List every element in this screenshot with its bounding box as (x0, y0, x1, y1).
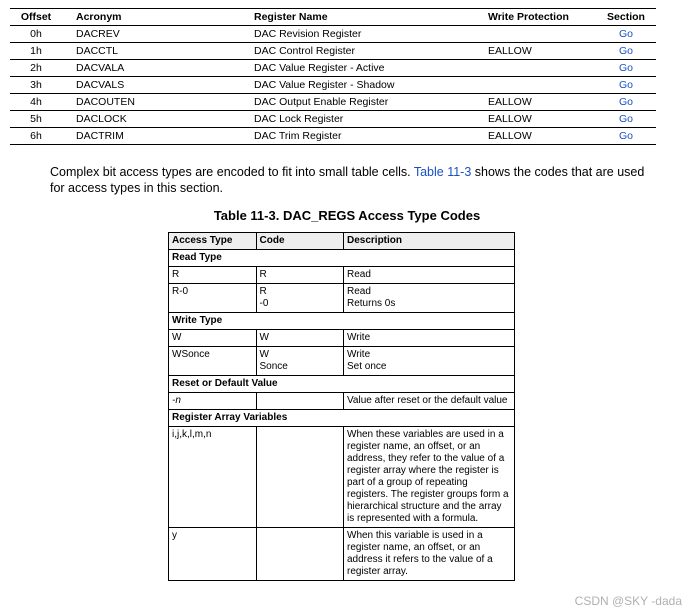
access-type-row (169, 284, 515, 313)
register-row (10, 77, 656, 94)
register-name-cell: DAC Revision Register (250, 26, 484, 43)
access-type-table-header (169, 233, 515, 250)
section-link[interactable]: Go (596, 43, 656, 60)
register-name-cell: DAC Value Register - Shadow (250, 77, 484, 94)
acronym-cell: DACCTL (62, 43, 250, 60)
section-link[interactable]: Go (596, 77, 656, 94)
acronym-cell: DACREV (62, 26, 250, 43)
description-line: Read (347, 269, 371, 280)
description-cell (344, 528, 515, 581)
description-line: Value after reset or the default value (347, 395, 508, 406)
description-cell (344, 347, 515, 376)
offset-cell: 6h (10, 128, 62, 145)
description-line: Write (347, 349, 371, 360)
header-code: Code (256, 233, 344, 250)
code-line: R (259, 269, 267, 280)
access-type-row (169, 267, 515, 284)
write-protection-cell: EALLOW (484, 43, 596, 60)
table-caption: Table 11-3. DAC_REGS Access Type Codes (213, 208, 481, 223)
register-name-cell: DAC Output Enable Register (250, 94, 484, 111)
section-title: Write Type (169, 313, 515, 330)
access-type-row (169, 427, 515, 528)
code-line: W (259, 349, 269, 360)
code-cell (256, 528, 344, 581)
register-table-body (10, 26, 656, 145)
code-cell (256, 347, 344, 376)
offset-cell: 1h (10, 43, 62, 60)
section-header-row (169, 313, 515, 330)
access-type-cell: W (169, 330, 257, 347)
offset-cell: 5h (10, 111, 62, 128)
code-line (260, 429, 341, 441)
description-cell (344, 393, 515, 410)
watermark: CSDN @SKY -dada (574, 594, 682, 608)
section-header-row (169, 410, 515, 427)
description-cell (344, 267, 515, 284)
section-link[interactable]: Go (596, 128, 656, 145)
access-type-cell: R (169, 267, 257, 284)
section-title: Reset or Default Value (169, 376, 515, 393)
intro-paragraph (50, 164, 660, 196)
description-line: Write (347, 332, 371, 343)
access-type-row (169, 528, 515, 581)
offset-cell: 2h (10, 60, 62, 77)
offset-cell: 3h (10, 77, 62, 94)
write-protection-cell (484, 77, 596, 94)
acronym-cell: DACLOCK (62, 111, 250, 128)
acronym-cell: DACVALS (62, 77, 250, 94)
section-title: Read Type (169, 250, 515, 267)
section-title: Register Array Variables (169, 410, 515, 427)
code-cell (256, 393, 344, 410)
description-line: When this variable is used in a register name, an offset, or an address it refers to the value of a register array. (347, 530, 493, 577)
access-type-table-body (169, 250, 515, 581)
header-description: Description (344, 233, 515, 250)
header-access-type: Access Type (169, 233, 257, 250)
access-type-cell: i,j,k,l,m,n (169, 427, 257, 528)
section-link[interactable]: Go (596, 111, 656, 128)
header-acronym: Acronym (62, 9, 250, 26)
offset-cell: 0h (10, 26, 62, 43)
code-cell (256, 284, 344, 313)
section-header-row (169, 376, 515, 393)
acronym-cell: DACVALA (62, 60, 250, 77)
register-row (10, 94, 656, 111)
register-row (10, 26, 656, 43)
register-row (10, 111, 656, 128)
register-name-cell: DAC Trim Register (250, 128, 484, 145)
access-type-cell: -n (169, 393, 257, 410)
access-type-row (169, 393, 515, 410)
description-line: Returns 0s (347, 298, 396, 309)
description-cell (344, 330, 515, 347)
description-line: When these variables are used in a register name, an offset, or an address, they refer to the value of a register array where the register is part of a group of repeating registers. The register groups form a hierarchical structure and the array is represented with a formula. (347, 429, 509, 524)
header-write-protection: Write Protection (484, 9, 596, 26)
code-line: R (259, 286, 267, 297)
register-name-cell: DAC Control Register (250, 43, 484, 60)
code-line (260, 395, 341, 407)
access-type-row (169, 330, 515, 347)
section-link[interactable]: Go (596, 26, 656, 43)
code-line: Sonce (259, 361, 288, 372)
description-line: Set once (347, 361, 387, 372)
register-row (10, 43, 656, 60)
code-line: W (259, 332, 269, 343)
code-cell (256, 427, 344, 528)
code-cell (256, 330, 344, 347)
acronym-cell: DACOUTEN (62, 94, 250, 111)
code-line (260, 530, 341, 542)
acronym-cell: DACTRIM (62, 128, 250, 145)
register-row (10, 128, 656, 145)
description-cell (344, 284, 515, 313)
offset-cell: 4h (10, 94, 62, 111)
write-protection-cell: EALLOW (484, 94, 596, 111)
header-register-name: Register Name (250, 9, 484, 26)
access-type-table (168, 232, 515, 581)
table-11-3-link[interactable]: Table 11-3 (413, 165, 472, 179)
section-header-row (169, 250, 515, 267)
access-type-row (169, 347, 515, 376)
write-protection-cell (484, 26, 596, 43)
register-table-header (10, 9, 656, 26)
section-link[interactable]: Go (596, 94, 656, 111)
access-type-cell: y (169, 528, 257, 581)
write-protection-cell: EALLOW (484, 111, 596, 128)
paragraph-text-after: shows the codes that are used for access types in this section. (50, 165, 645, 195)
section-link[interactable]: Go (596, 60, 656, 77)
register-row (10, 60, 656, 77)
code-line: -0 (259, 298, 269, 309)
header-offset: Offset (10, 9, 62, 26)
register-name-cell: DAC Lock Register (250, 111, 484, 128)
register-table (10, 8, 656, 145)
paragraph-text-before: Complex bit access types are encoded to fit into small table cells. (50, 165, 414, 179)
register-name-cell: DAC Value Register - Active (250, 60, 484, 77)
write-protection-cell: EALLOW (484, 128, 596, 145)
access-type-cell: R-0 (169, 284, 257, 313)
access-type-cell: WSonce (169, 347, 257, 376)
description-line: Read (347, 286, 371, 297)
description-cell (344, 427, 515, 528)
code-cell (256, 267, 344, 284)
header-section: Section (596, 9, 656, 26)
write-protection-cell (484, 60, 596, 77)
